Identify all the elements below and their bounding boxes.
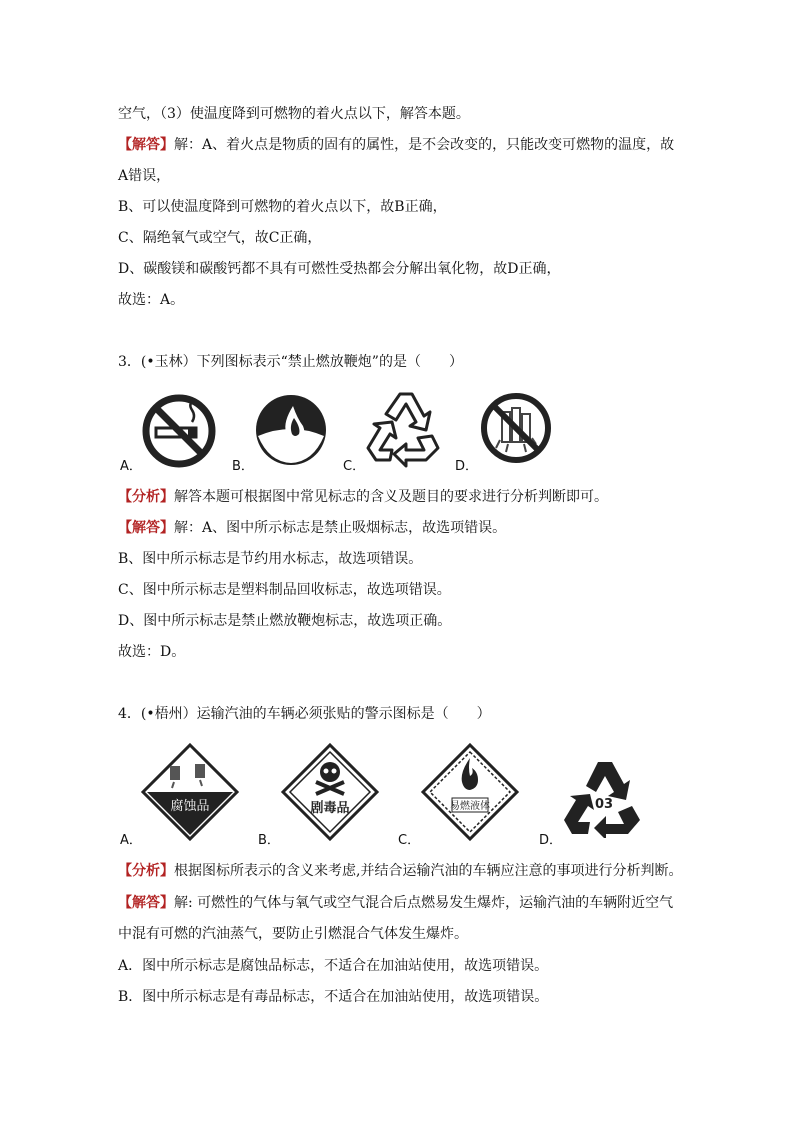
analysis-line [118,487,608,507]
toxic-icon [280,742,380,842]
text-line: 解：A、图中所示标志是禁止吸烟标志，故选项错误。 [174,520,507,536]
text-line: C、图中所示标志是塑料制品回收标志，故选项错误。 [118,582,451,598]
text-line: D、碳酸镁和碳酸钙都不具有可燃性受热都会分解出氧化物，故D正确， [118,261,561,277]
no-smoking-icon [140,392,218,470]
option-a-label: A． [120,459,142,474]
corrosive-icon [140,742,240,842]
plastic-code-label: 03 [594,797,614,812]
text-line: C、隔绝氧气或空气，故C正确， [118,230,322,246]
text-line: 解: 可燃性的气体与氧气或空气混合后点燃易发生爆炸，运输汽油的车辆附近空气 [174,895,674,911]
recycle-icon [362,386,450,468]
option-b-label: B． [258,833,280,848]
plastic-recycle-icon [560,758,648,838]
answer-line [118,135,674,155]
text-line: 故选：D。 [118,644,186,660]
water-saving-icon [253,392,329,468]
text-line: A．图中所示标志是腐蚀品标志，不适合在加油站使用，故选项错误。 [118,958,549,974]
no-firecracker-icon [478,390,554,466]
text-line: 解：A、着火点是物质的固有的属性，是不会改变的，只能改变可燃物的温度，故 [174,137,675,153]
text-line: B、可以使温度降到可燃物的着火点以下，故B正确， [118,199,447,215]
question-3-text: 3．(•玉林）下列图标表示“禁止燃放鞭炮”的是（ ） [118,354,463,370]
answer-line [118,518,506,538]
answer-line [118,893,673,913]
text-line: 解答本题可根据图中常见标志的含义及题目的要求进行分析判断即可。 [174,489,608,505]
analysis-line [118,861,682,881]
option-d-label: D． [455,459,479,474]
text-line: 根据图标所表示的含义来考虑,并结合运输汽油的车辆应注意的事项进行分析判断。 [174,863,683,879]
text-line: 故选：A。 [118,292,185,308]
corrosive-label: 腐蚀品 [170,799,210,814]
text-line: B．图中所示标志是有毒品标志，不适合在加油站使用，故选项错误。 [118,989,549,1005]
text-line: A错误， [118,168,171,184]
answer-tag: 【解答】 [118,895,174,911]
flammable-liquid-icon [420,742,520,842]
toxic-label: 剧毒品 [310,801,350,816]
question-4-text: 4．(•梧州）运输汽油的车辆必须张贴的警示图标是（ ） [118,706,491,722]
text-line: B、图中所示标志是节约用水标志，故选项错误。 [118,551,423,567]
text-line: 空气，（3）使温度降到可燃物的着火点以下，解答本题。 [118,106,470,122]
flammable-label: 易燃液体 [450,801,490,812]
analysis-tag: 【分析】 [118,489,174,505]
analysis-tag: 【分析】 [118,863,174,879]
text-line: D、图中所示标志是禁止燃放鞭炮标志，故选项正确。 [118,613,452,629]
option-c-label: C． [343,459,366,474]
option-a-label: A． [120,833,142,848]
option-d-label: D． [539,833,563,848]
answer-tag: 【解答】 [118,137,174,153]
option-b-label: B． [232,459,254,474]
answer-tag: 【解答】 [118,520,174,536]
text-line: 中混有可燃的汽油蒸气，要防止引燃混合气体发生爆炸。 [118,926,468,942]
option-c-label: C． [398,833,421,848]
